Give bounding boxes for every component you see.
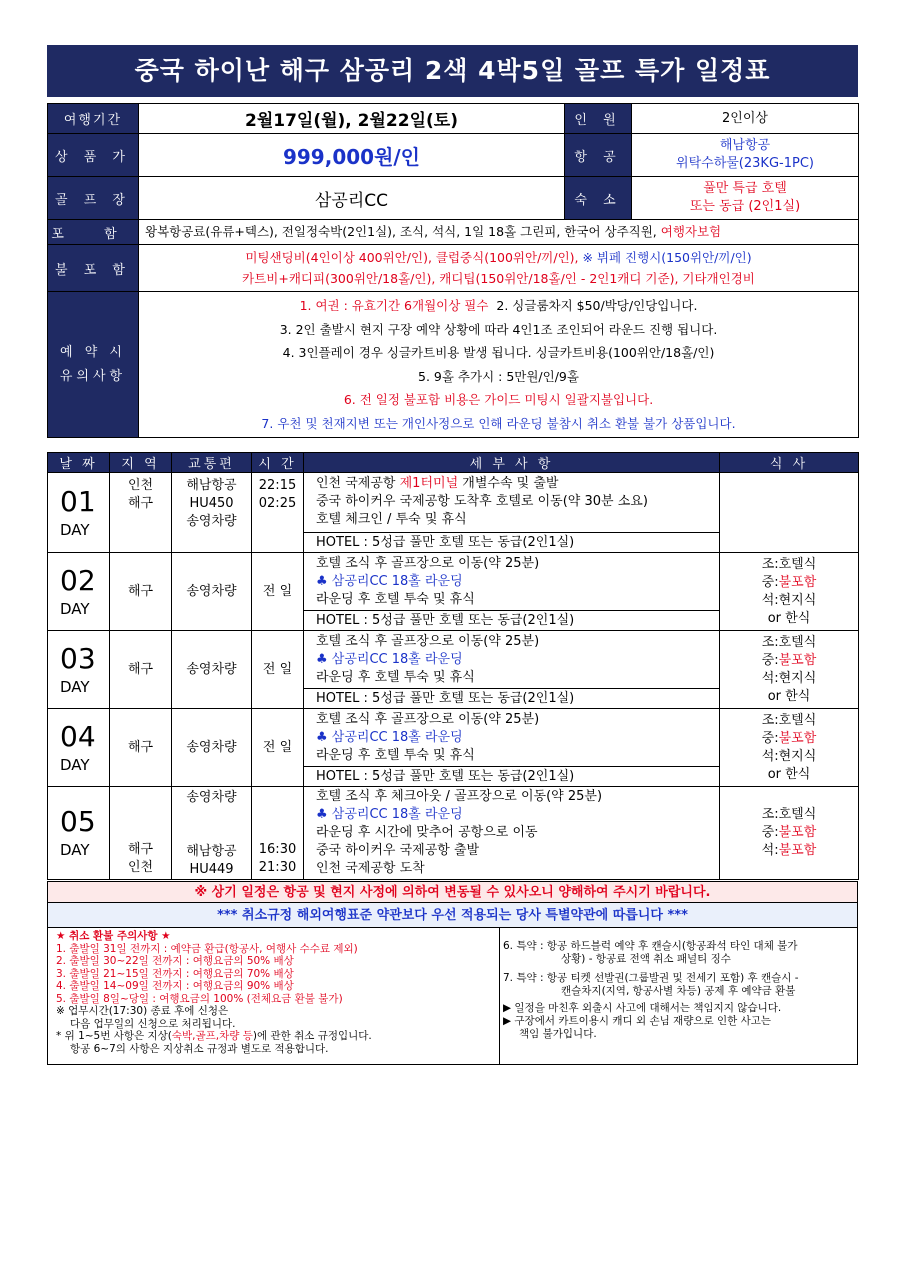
info-table — [47, 103, 859, 438]
airline-value — [632, 134, 859, 177]
day4-date: 04 DAY — [48, 709, 110, 787]
day1-time: 22:15 02:25 — [252, 473, 304, 553]
cancel-line-2: 2. 출발일 30~22일 전까지 : 여행요금의 50% 배상 — [56, 955, 294, 967]
special-line-6: ▶ 구장에서 카트이용시 캐디 외 손님 재량으로 인한 사고는 — [503, 1015, 772, 1027]
day2-meal: 조:호텔식 중:불포함 석:현지식 or 한식 — [720, 553, 859, 631]
special-line-1: 6. 특약 : 항공 하드블럭 예약 후 캔슬시(항공좌석 타인 대체 불가 — [503, 940, 798, 952]
header-date: 날 짜 — [48, 453, 110, 473]
exclude-line1a: 미팅샌딩비(4인이상 400위안/인), 클럽중식(100위안/끼/인), — [245, 250, 583, 265]
golf-label: 골 프 장 — [48, 177, 139, 220]
special-line-5: ▶ 일정을 마친후 외출시 사고에 대해서는 책임지지 않습니다. — [503, 1002, 782, 1014]
day2-details: 호텔 조식 후 골프장으로 이동(약 25분) ♣ 삼공리CC 18홀 라운딩 라운딩 후 호텔 투숙 및 휴식 — [304, 553, 720, 611]
cancel-line-3: 3. 출발일 21~15일 전까지 : 여행요금의 70% 배상 — [56, 967, 294, 980]
note-3: 3. 2인 출발시 현지 구장 예약 상황에 따라 4인1조 조인되어 라운드 진행 됩니다. — [279, 321, 718, 337]
hotel-label: 숙 소 — [565, 177, 632, 220]
day1-region: 인천 해구 — [110, 473, 172, 553]
include-text: 왕복항공료(유류+텍스), 전일정숙박(2인1실), 조식, 석식, 1일 18홀 그린피, 한국어 상주직원, — [145, 224, 661, 239]
people-label: 인 원 — [565, 104, 632, 134]
day1-hotel: HOTEL : 5성급 풀만 호텔 또는 동급(2인1실) — [304, 533, 720, 553]
airline-label: 항 공 — [565, 134, 632, 177]
header-time: 시 간 — [252, 453, 304, 473]
day5-meal: 조:호텔식 중:불포함 석:불포함 — [720, 787, 859, 880]
day1-meal — [720, 473, 859, 553]
day1-details: 인천 국제공항 제1터미널 개별수속 및 출발 중국 하이커우 국제공항 도착후 호텔로 이동(약 30분 소요) 호텔 체크인 / 투숙 및 휴식 — [304, 473, 720, 533]
day4-row — [48, 709, 859, 767]
cancellation-box — [47, 928, 858, 1065]
day2-row — [48, 553, 859, 611]
cancel-line-9: 항공 6~7의 사항은 지상취소 규정과 별도로 적용합니다. — [70, 1042, 329, 1055]
day3-details: 호텔 조식 후 골프장으로 이동(약 25분) ♣ 삼공리CC 18홀 라운딩 라운딩 후 호텔 투숙 및 휴식 — [304, 631, 720, 689]
day4-details: 호텔 조식 후 골프장으로 이동(약 25분) ♣ 삼공리CC 18홀 라운딩 라운딩 후 호텔 투숙 및 휴식 — [304, 709, 720, 767]
cancel-line-4: 4. 출발일 14~09일 전까지 : 여행요금의 90% 배상 — [56, 980, 294, 992]
cancel-line-6: ※ 업무시간(17:30) 종료 후에 신청은 — [56, 1005, 229, 1017]
note-2: 2. 싱글룸차지 $50/박당/인당입니다. — [496, 298, 698, 313]
day4-region: 해구 — [110, 709, 172, 787]
day5-time: 16:30 21:30 — [252, 787, 304, 880]
day2-hotel: HOTEL : 5성급 풀만 호텔 또는 동급(2인1실) — [304, 611, 720, 631]
day2-region: 해구 — [110, 553, 172, 631]
day4-hotel: HOTEL : 5성급 풀만 호텔 또는 동급(2인1실) — [304, 767, 720, 787]
schedule-change-notice: ※ 상기 일정은 항공 및 현지 사정에 의하여 변동될 수 있사오니 양해하여 주시기 바랍니다. — [47, 881, 858, 903]
cancel-line-8: * 위 1~5번 사항은 지상(숙박,골프,차량 등)에 관한 취소 규정입니다. — [56, 1030, 372, 1042]
airline-baggage: 위탁수하물(23KG-1PC) — [676, 156, 814, 171]
day3-meal: 조:호텔식 중:불포함 석:현지식 or 한식 — [720, 631, 859, 709]
exclude-line2: 카트비+캐디피(300위안/18홀/인), 캐디팁(150위안/18홀/인 - 2인1캐디 기준), 기타개인경비 — [242, 271, 755, 286]
cancel-line-1: 1. 출발일 31일 전까지 : 예약금 환급(항공사, 여행사 수수료 제외) — [56, 942, 358, 955]
exclude-value — [139, 245, 859, 292]
day5-transport: 송영차량 해남항공 HU449 — [172, 787, 252, 880]
itinerary-table — [47, 452, 859, 880]
hotel-name: 풀만 특급 호텔 — [703, 181, 787, 196]
day4-time: 전 일 — [252, 709, 304, 787]
day3-region: 해구 — [110, 631, 172, 709]
cancellation-title: ★ 취소 환불 주의사항 ★ — [56, 930, 171, 942]
day5-date: 05 DAY — [48, 787, 110, 880]
people-value: 2인이상 — [632, 104, 859, 134]
notes-label — [48, 292, 139, 438]
day2-time: 전 일 — [252, 553, 304, 631]
hotel-value — [632, 177, 859, 220]
day3-hotel: HOTEL : 5성급 풀만 호텔 또는 동급(2인1실) — [304, 689, 720, 709]
day2-transport: 송영차량 — [172, 553, 252, 631]
day2-date: 02 DAY — [48, 553, 110, 631]
period-value: 2월17일(월), 2월22일(토) — [139, 104, 565, 134]
day3-date: 03 DAY — [48, 631, 110, 709]
special-line-7: 책임 불가입니다. — [519, 1028, 597, 1040]
note-1: 1. 여권 : 유효기간 6개월이상 필수 — [299, 298, 489, 313]
exclude-line1b: ※ 뷔페 진행시(150위안/끼/인) — [582, 250, 752, 265]
cancellation-right — [503, 940, 853, 1041]
notes-label-line2: 유의사항 — [59, 368, 127, 384]
cancellation-policy-notice: *** 취소규정 해외여행표준 약관보다 우선 적용되는 당사 특별약관에 따릅니다 *** — [47, 903, 858, 928]
page-title: 중국 하이난 해구 삼공리 2색 4박5일 골프 특가 일정표 — [47, 45, 858, 97]
notes-label-line1: 예 약 시 — [60, 344, 126, 360]
note-6: 6. 전 일정 불포함 비용은 가이드 미팅시 일괄지불입니다. — [343, 392, 654, 407]
price-label: 상 품 가 — [48, 134, 139, 177]
cancel-line-5: 5. 출발일 8일~당일 : 여행요금의 100% (전체요금 환불 불가) — [56, 992, 343, 1005]
note-7: 7. 우천 및 천재지변 또는 개인사정으로 인해 라운딩 불참시 취소 환불 불가 상품입니다. — [261, 415, 736, 431]
day1-row — [48, 473, 859, 533]
exclude-label: 불 포 함 — [48, 245, 139, 292]
period-label: 여행기간 — [48, 104, 139, 134]
notes-value — [139, 292, 859, 438]
day3-row — [48, 631, 859, 689]
note-5: 5. 9홀 추가시 : 5만원/인/9홀 — [418, 368, 579, 384]
header-region: 지 역 — [110, 453, 172, 473]
day4-meal: 조:호텔식 중:불포함 석:현지식 or 한식 — [720, 709, 859, 787]
include-insurance: 여행자보험 — [660, 224, 722, 239]
include-label: 포 함 — [48, 220, 139, 245]
cancellation-divider — [499, 928, 500, 1064]
day3-time: 전 일 — [252, 631, 304, 709]
day1-transport: 해남항공 HU450 송영차량 — [172, 473, 252, 553]
special-line-3: 7. 특약 : 항공 티켓 선발권(그룹발권 및 전세기 포함) 후 캔슬시 - — [503, 972, 799, 984]
day1-date: 01 DAY — [48, 473, 110, 553]
cancellation-left — [56, 930, 501, 1055]
airline-name: 해남항공 — [719, 138, 771, 153]
day5-region: 해구 인천 — [110, 787, 172, 880]
day5-row — [48, 787, 859, 880]
include-value — [139, 220, 859, 245]
hotel-alt: 또는 동급 (2인1실) — [689, 199, 801, 214]
note-4: 4. 3인플레이 경우 싱글카트비용 발생 됩니다. 싱글카트비용(100위안/18홀/인) — [282, 345, 715, 360]
golf-value: 삼공리CC — [139, 177, 565, 220]
cancel-line-7: 다음 업무일의 신청으로 처리됩니다. — [70, 1017, 236, 1030]
day3-transport: 송영차량 — [172, 631, 252, 709]
header-details: 세 부 사 항 — [304, 453, 720, 473]
itinerary-header-row — [48, 453, 859, 473]
special-line-2: 상황) - 항공료 전액 취소 패널티 징수 — [561, 953, 731, 965]
header-meal: 식 사 — [720, 453, 859, 473]
day5-details: 호텔 조식 후 체크아웃 / 골프장으로 이동(약 25분) ♣ 삼공리CC 18홀 라운딩 라운딩 후 시간에 맞추어 공항으로 이동 중국 하이커우 국제공항 출발 인천 국제공항 도착 — [304, 787, 720, 880]
day4-transport: 송영차량 — [172, 709, 252, 787]
special-line-4: 캔슬차지(지역, 항공사별 차등) 공제 후 예약금 환불 — [561, 985, 796, 997]
price-value: 999,000원/인 — [139, 134, 565, 177]
header-transport: 교통편 — [172, 453, 252, 473]
